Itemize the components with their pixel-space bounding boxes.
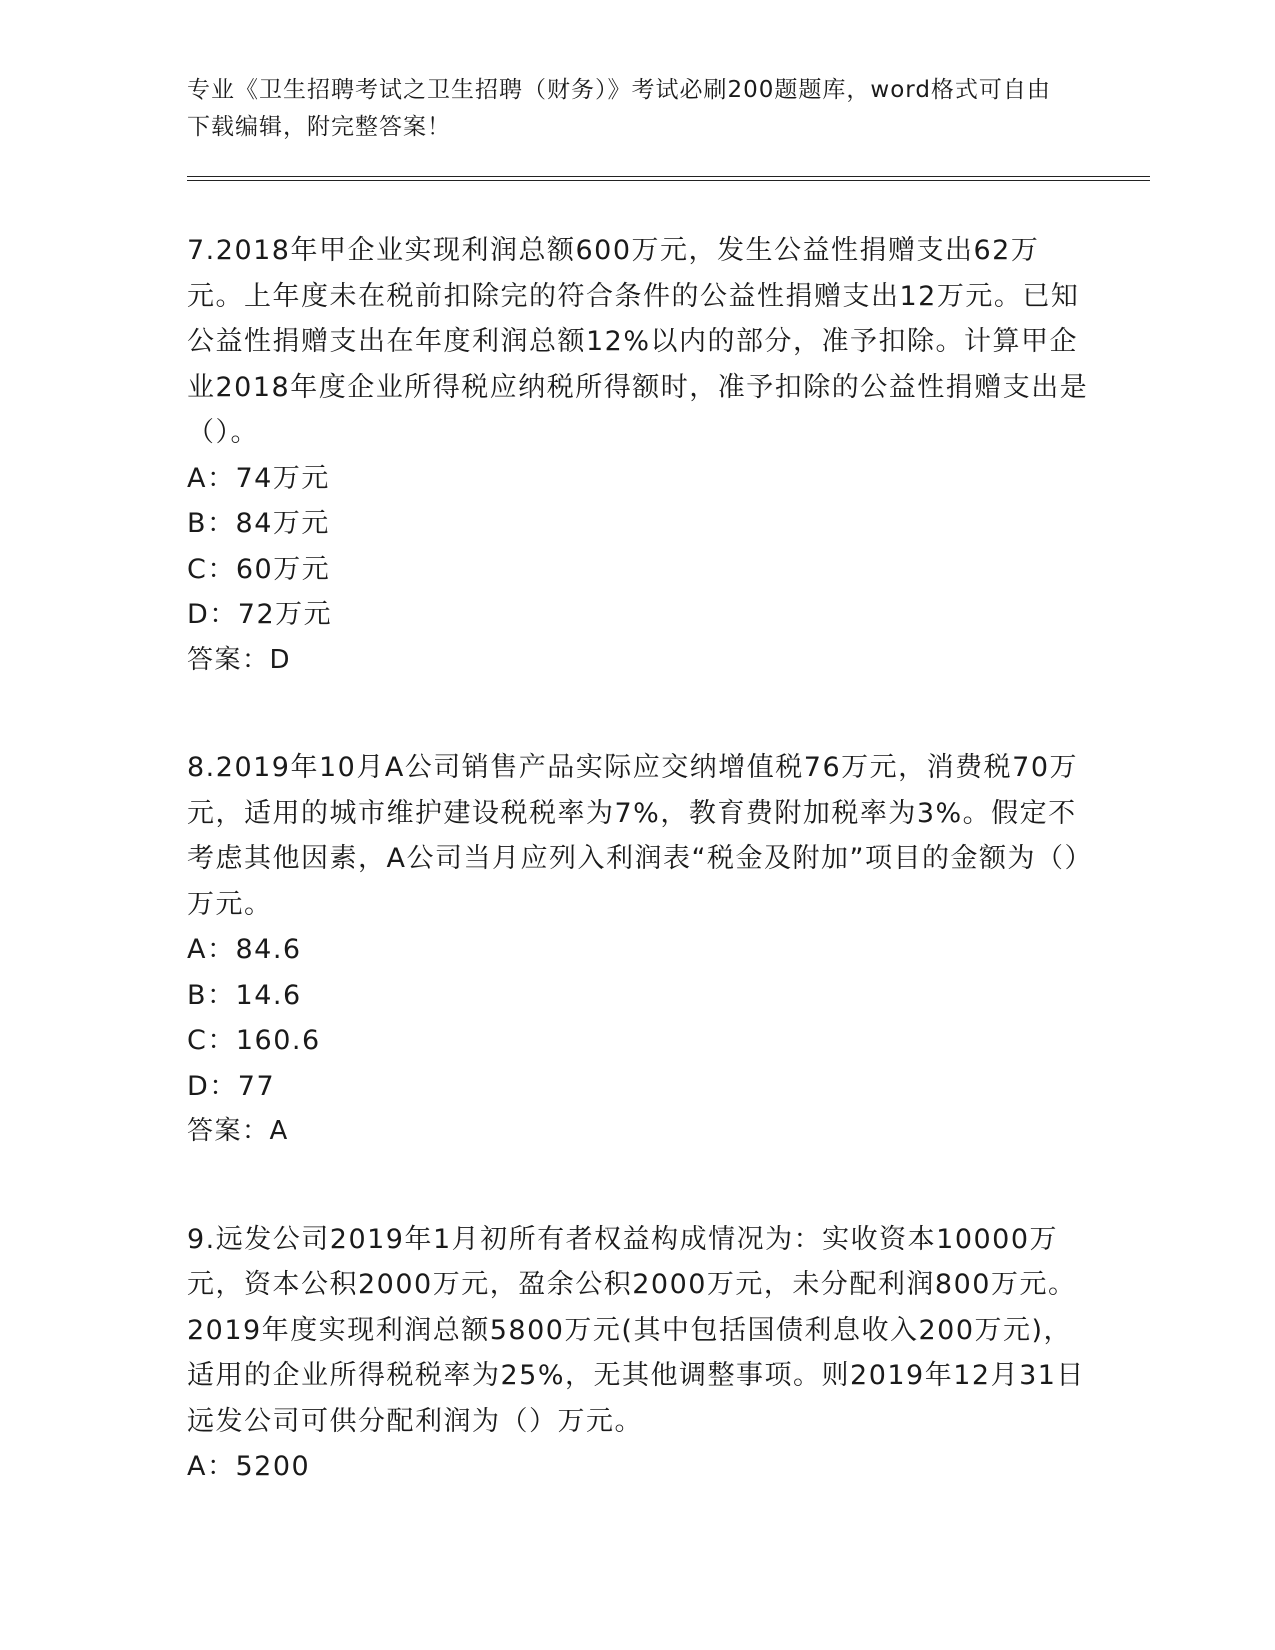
question-list bbox=[187, 228, 1092, 1552]
question-stem: 9.远发公司2019年1月初所有者权益构成情况为：实收资本10000万元，资本公积2000万元，盈余公积2000万元，未分配利润800万元。2019年度实现利润总额5800万元(其中包括国债利息收入200万元)，适用的企业所得税税率为25%，无其他调整事项。则2019年12月31日远发公司可供分配利润为（）万元。 bbox=[187, 1223, 1085, 1437]
option-d: D：72万元 bbox=[187, 599, 333, 630]
document-header: 专业《卫生招聘考试之卫生招聘（财务）》考试必刷200题题库，word格式可自由下载编辑，附完整答案！ bbox=[187, 77, 1051, 140]
option-c: C：60万元 bbox=[187, 553, 331, 585]
answer: 答案：A bbox=[187, 1116, 289, 1146]
answer: 答案：D bbox=[187, 644, 292, 675]
header-divider bbox=[187, 176, 1150, 181]
question-8 bbox=[187, 745, 1092, 1155]
option-a: A：84.6 bbox=[187, 934, 302, 965]
question-9 bbox=[187, 1217, 1092, 1490]
option-d: D：77 bbox=[187, 1070, 276, 1102]
question-7 bbox=[187, 228, 1092, 683]
option-b: B：84万元 bbox=[187, 508, 330, 539]
option-c: C：160.6 bbox=[187, 1025, 321, 1056]
question-stem: 7.2018年甲企业实现利润总额600万元，发生公益性捐赠支出62万元。上年度未在税前扣除完的符合条件的公益性捐赠支出12万元。已知公益性捐赠支出在年度利润总额12%以内的部分，准予扣除。计算甲企业2018年度企业所得税应纳税所得额时，准予扣除的公益性捐赠支出是（）。 bbox=[187, 235, 1089, 448]
option-a: A：74万元 bbox=[187, 462, 330, 494]
question-stem: 8.2019年10月A公司销售产品实际应交纳增值税76万元，消费税70万元，适用的城市维护建设税税率为7%，教育费附加税率为3%。假定不考虑其他因素，A公司当月应列入利润表“税金及附加”项目的金额为（）万元。 bbox=[187, 752, 1080, 920]
option-b: B：14.6 bbox=[187, 979, 302, 1011]
option-a: A：5200 bbox=[187, 1451, 311, 1482]
